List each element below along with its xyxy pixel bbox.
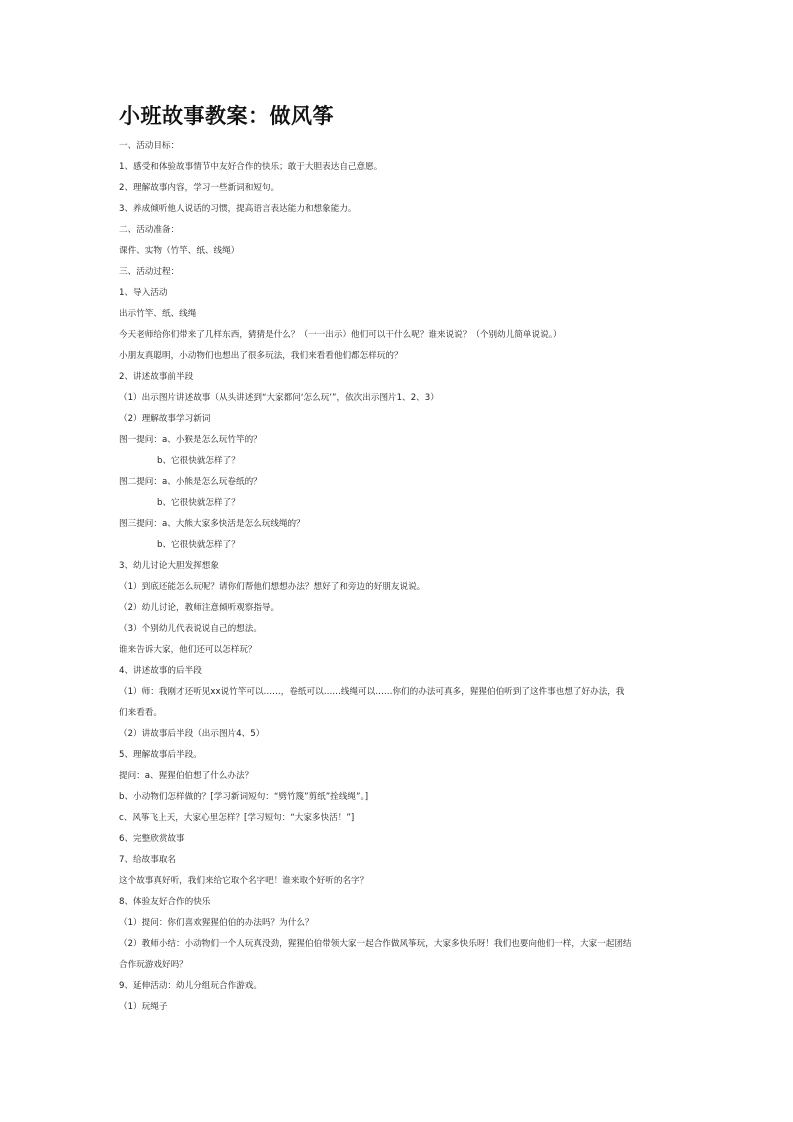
document-line: 3、幼儿讨论大胆发挥想象 (119, 561, 219, 571)
document-line: 图二提问：a、小熊是怎么玩卷纸的？ (119, 477, 262, 487)
document-line: （1）师：我刚才还听见xx说竹竿可以……，卷纸可以……线绳可以……你们的办法可真多，猩猩伯伯听到了这件事也想了好办法，我 (119, 687, 625, 697)
document-line: 2、理解故事内容，学习一些新词和短句。 (119, 183, 280, 193)
document-line: 出示竹竿、纸、线绳 (119, 309, 197, 319)
document-line: b、它很快就怎样了？ (157, 540, 240, 550)
document-line: 2、讲述故事前半段 (119, 372, 194, 382)
document-line: 合作玩游戏好吗？ (119, 960, 188, 970)
document-line: 5、理解故事后半段。 (119, 750, 202, 760)
document-line: b、它很快就怎样了？ (157, 498, 240, 508)
document-line: （2）理解故事学习新词 (119, 414, 211, 424)
document-line: b、小动物们怎样做的？[学习新词短句：“劈竹篾”剪纸”拴线绳”。] (119, 792, 369, 802)
document-line: 们来看看。 (119, 708, 162, 718)
document-line: 一、活动目标： (119, 141, 180, 151)
document-line: 提问：a、猩猩伯伯想了什么办法？ (119, 771, 254, 781)
document-body (119, 136, 689, 1018)
document-line: 课件、实物（竹竿、纸、线绳） (119, 246, 240, 256)
document-line: 图一提问：a、小猴是怎么玩竹竿的？ (119, 435, 262, 445)
document-line: 这个故事真好听，我们来给它取个名字吧！谁来取个好听的名字？ (119, 876, 369, 886)
document-line: （1）玩绳子 (119, 1002, 168, 1012)
document-line: 小朋友真聪明，小动物们也想出了很多玩法，我们来看看他们都怎样玩的？ (119, 351, 403, 361)
document-line: 8、体验友好合作的快乐 (119, 897, 211, 907)
document-line: 1、感受和体验故事情节中友好合作的快乐；敢于大胆表达自己意愿。 (119, 162, 383, 172)
document-line: 图三提问：a、大熊大家多快活是怎么玩线绳的？ (119, 519, 305, 529)
document-line: （2）教师小结：小动物们一个人玩真没劲，猩猩伯伯带领大家一起合作做风筝玩，大家多快乐呀！我们也要向他们一样，大家一起团结 (119, 939, 632, 949)
document-line: 9、延伸活动：幼儿分组玩合作游戏。 (119, 981, 262, 991)
document-line: b、它很快就怎样了？ (157, 456, 240, 466)
document-line: （3）个别幼儿代表说说自己的想法。 (119, 624, 262, 634)
document-line: 4、讲述故事的后半段 (119, 666, 202, 676)
document-line: 6、完整欣赏故事 (119, 834, 185, 844)
document-line: 二、活动准备： (119, 225, 180, 235)
document-line: 三、活动过程： (119, 267, 180, 277)
document-line: （1）提问：你们喜欢猩猩伯伯的办法吗？为什么？ (119, 918, 314, 928)
document-line: （2）讲故事后半段（出示图片4、5） (119, 729, 265, 739)
document-line: 1、导入活动 (119, 288, 168, 298)
document-line: c、风筝飞上天，大家心里怎样？[学习短句：“大家多快活！”] (119, 813, 355, 823)
document-line: （1）出示图片讲述故事（从头讲述到“大家都问‘怎么玩’”，依次出示图片1、2、3） (119, 393, 439, 403)
document-title: 小班故事教案：做风筝 (119, 103, 334, 128)
document-line: （1）到底还能怎么玩呢？请你们帮他们想想办法？想好了和旁边的好朋友说说。 (119, 582, 426, 592)
document-line: 3、养成倾听他人说话的习惯，提高语言表达能力和想象能力。 (119, 204, 357, 214)
document-line: 7、给故事取名 (119, 855, 177, 865)
document-line: （2）幼儿讨论，教师注意倾听观察指导。 (119, 603, 280, 613)
document-line: 谁来告诉大家，他们还可以怎样玩？ (119, 645, 257, 655)
document-line: 今天老师给你们带来了几样东西，猜猜是什么？（一一出示）他们可以干什么呢？谁来说说？（个别幼儿简单说说。） (119, 330, 562, 340)
